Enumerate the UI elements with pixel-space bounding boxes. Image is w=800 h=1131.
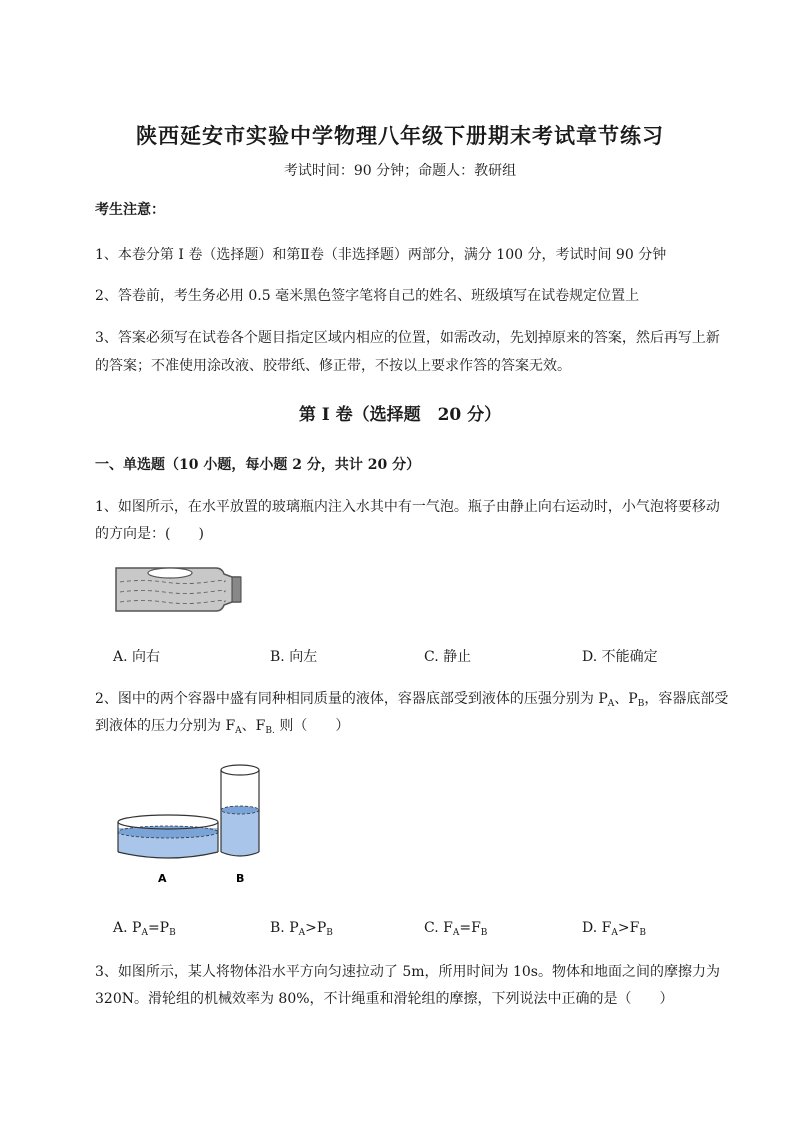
q1-text-line2: 的方向是：( ) xyxy=(95,526,204,542)
q2-option-b: B. $P_A>P_B$ xyxy=(270,920,333,938)
notice-item-1: 1、本卷分第 I 卷（选择题）和第Ⅱ卷（非选择题）两部分，满分 100 分，考试时间 90 分钟 xyxy=(95,247,667,263)
q1-option-a: A. 向右 xyxy=(113,649,161,665)
q2-option-c: C. $F_A=F_B$ xyxy=(424,920,488,938)
containers-figure xyxy=(112,760,272,890)
part-heading: 一、单选题（10 小题，每小题 2 分，共计 20 分） xyxy=(95,457,421,473)
bottle-figure xyxy=(112,560,252,620)
q2-option-d: D. $F_A>F_B$ xyxy=(582,920,646,938)
container-a xyxy=(118,815,218,858)
notice-item-3-cont: 的答案；不准使用涂改液、胶带纸、修正带，不按以上要求作答的答案无效。 xyxy=(95,358,571,374)
q1-option-d: D. 不能确定 xyxy=(582,649,658,665)
figure-label-a: A xyxy=(158,872,167,885)
page-title: 陕西延安市实验中学物理八年级下册期末考试章节练习 xyxy=(136,123,664,148)
q3-text-line2: 320N。滑轮组的机械效率为 80%，不计绳重和滑轮组的摩擦，下列说法中正确的是（ ） xyxy=(95,991,674,1007)
exam-info: 考试时间：90 分钟；命题人：教研组 xyxy=(283,163,517,179)
q3-text-line1: 3、如图所示，某人将物体沿水平方向匀速拉动了 5m，所用时间为 10s。物体和地面之间的摩擦力为 xyxy=(95,964,720,980)
air-bubble xyxy=(148,568,192,578)
notice-heading: 考生注意： xyxy=(95,202,165,218)
q1-option-c: C. 静止 xyxy=(424,649,472,665)
q1-text-line1: 1、如图所示，在水平放置的玻璃瓶内注入水其中有一气泡。瓶子由静止向右运动时，小气泡将要移动 xyxy=(95,499,720,515)
q2-text-line1: 2、图中的两个容器中盛有同种相同质量的液体，容器底部受到液体的压强分别为 $P_A$、$P_B$，容器底部受 xyxy=(95,691,729,709)
container-b xyxy=(221,765,259,856)
q2-option-a: A. $P_A=P_B$ xyxy=(113,920,176,938)
notice-item-3: 3、答案必须写在试卷各个题目指定区域内相应的位置，如需改动，先划掉原来的答案，然后再写上新 xyxy=(95,330,720,346)
bottle-cap xyxy=(232,577,241,602)
section-title: 第 I 卷（选择题 20 分） xyxy=(298,405,502,425)
q2-text-line2: 到液体的压力分别为 $F_A$、$F_{B.}$ 则（ ） xyxy=(95,718,350,736)
notice-item-2: 2、答卷前，考生务必用 0.5 毫米黑色签字笔将自己的姓名、班级填写在试卷规定位置上 xyxy=(95,288,640,304)
figure-label-b: B xyxy=(236,872,245,885)
q1-option-b: B. 向左 xyxy=(270,649,318,665)
